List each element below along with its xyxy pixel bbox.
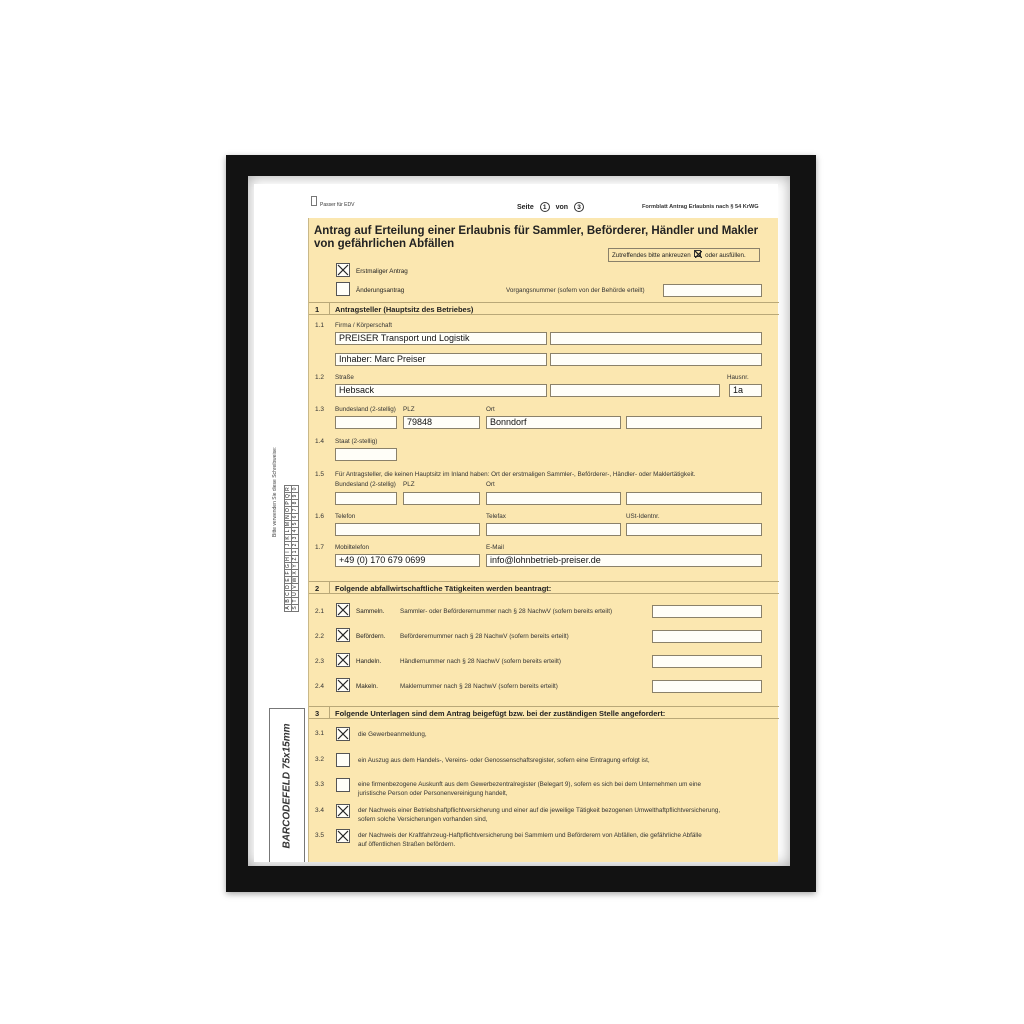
vorgang-input[interactable] xyxy=(663,284,762,297)
makler-nummer-input[interactable] xyxy=(652,680,762,693)
alphabet-cell: P xyxy=(285,501,291,505)
alphabet-cell: K xyxy=(285,536,291,540)
section-1-header xyxy=(309,302,779,315)
alphabet-cell: R xyxy=(285,487,291,491)
alphabet-cell: 6 xyxy=(292,514,299,521)
section-1-number: 1 xyxy=(315,305,320,314)
alphabet-cell: T xyxy=(292,599,298,603)
document-text: der Nachweis einer Betriebshaftpflichtversicherung und einer auf die jeweilige Tätigkeit bezogenen Umwelthaftpflichtversicherung, xyxy=(358,807,721,814)
alphabet-cell: B xyxy=(285,599,291,603)
ausland-ort-input-b[interactable] xyxy=(626,492,762,505)
ausland-plz-input[interactable] xyxy=(403,492,480,505)
alphabet-cell: L xyxy=(285,528,292,535)
befoerderer-nummer-input[interactable] xyxy=(652,630,762,643)
document-text-line-2: juristische Person oder Personenvereinigung handelt, xyxy=(358,790,508,797)
document-number: 3.3 xyxy=(315,781,325,788)
ort-label: Ort xyxy=(486,481,495,488)
alphabet-cell: Q xyxy=(285,494,291,498)
telefon-label: Telefon xyxy=(335,513,356,520)
alphabet-cell: I xyxy=(285,549,292,556)
telefax-input[interactable] xyxy=(486,523,621,536)
schreibweise-label: Bitte verwenden Sie diese Schreibweise: xyxy=(272,446,278,537)
passer-label: Passer für EDV xyxy=(320,202,355,208)
page-indicator xyxy=(517,202,584,212)
activity-number: 2.1 xyxy=(315,608,325,615)
vorgang-label: Vorgangsnummer (sofern von der Behörde erteilt) xyxy=(506,287,645,294)
title-line-1: Antrag auf Erteilung einer Erlaubnis für Sammler, Beförderer, Händler und Makler xyxy=(314,225,759,237)
hint-box xyxy=(608,248,760,262)
email-label: E-Mail xyxy=(486,544,504,551)
makeln-checkbox[interactable] xyxy=(336,678,350,692)
field-number: 1.4 xyxy=(315,438,325,445)
form-sheet xyxy=(254,184,778,862)
alphabet-cell: J xyxy=(285,542,292,549)
sammler-nummer-input[interactable] xyxy=(652,605,762,618)
alphabet-cell: W xyxy=(292,577,298,583)
activity-label: Handeln. xyxy=(356,658,382,665)
document-text: ein Auszug aus dem Handels-, Vereins- oder Genossenschaftsregister, sofern eine Eintragung erfolgt ist, xyxy=(358,757,650,764)
alphabet-cell: 2 xyxy=(292,542,299,549)
check-sample-icon xyxy=(694,250,701,257)
section-2-number: 2 xyxy=(315,584,320,593)
haendler-nummer-input[interactable] xyxy=(652,655,762,668)
alphabet-cell: H xyxy=(285,557,291,561)
hint-text-before: Zutreffendes bitte ankreuzen xyxy=(612,252,691,259)
haftpflicht-checkbox[interactable] xyxy=(336,804,350,818)
activity-number: 2.2 xyxy=(315,633,325,640)
plz-label: PLZ xyxy=(403,406,415,413)
firma-input-1[interactable]: PREISER Transport und Logistik xyxy=(335,332,547,345)
document-number: 3.4 xyxy=(315,807,325,814)
activity-label: Makeln. xyxy=(356,683,379,690)
alphabet-cell: G xyxy=(285,564,291,568)
alphabet-cell: 1 xyxy=(292,549,299,556)
sammeln-checkbox[interactable] xyxy=(336,603,350,617)
alphabet-cell: 4 xyxy=(292,528,299,535)
activity-desc: Maklernummer nach § 28 NachwV (sofern bereits erteilt) xyxy=(400,683,558,690)
alphabet-cell: X xyxy=(292,571,298,575)
section-3-header xyxy=(309,706,779,719)
gewerbezentralregister-checkbox[interactable] xyxy=(336,778,350,792)
alphabet-cell: 3 xyxy=(292,535,299,542)
von-label: von xyxy=(555,204,569,211)
staat-input[interactable] xyxy=(335,448,397,461)
alphabet-cell: E xyxy=(285,578,291,582)
aenderung-label: Änderungsantrag xyxy=(356,287,405,294)
formblatt-label: Formblatt Antrag Erlaubnis nach § 54 KrWG xyxy=(642,204,759,210)
kfz-haftpflicht-checkbox[interactable] xyxy=(336,829,350,843)
alphabet-cell: S xyxy=(292,606,298,610)
strasse-input[interactable]: Hebsack xyxy=(335,384,547,397)
document-text-line-2: sofern solche Versicherungen vorhanden sind, xyxy=(358,816,488,823)
activity-label: Sammeln. xyxy=(356,608,385,615)
activity-number: 2.3 xyxy=(315,658,325,665)
ort-input-b[interactable] xyxy=(626,416,762,429)
alphabet-cell: D xyxy=(285,585,291,589)
alphabet-cell: Y xyxy=(292,564,298,568)
alphabet-cell: N xyxy=(285,515,291,519)
hint-text-after: oder ausfüllen. xyxy=(705,252,746,259)
document-text: der Nachweis der Kraftfahrzeug-Haftpflichtversicherung bei Sammlern und Beförderern von Abfällen, die gefährliche Abfälle xyxy=(358,832,702,839)
form-body xyxy=(308,218,778,862)
section-2-title: Folgende abfallwirtschaftliche Tätigkeiten werden beantragt: xyxy=(335,584,552,593)
ust-label: USt-Identnr. xyxy=(626,513,660,520)
section-divider xyxy=(329,582,330,594)
bundesland-label: Bundesland (2-stellig) xyxy=(335,406,396,413)
alphabet-cell: 9 xyxy=(292,493,299,500)
section-1-title: Antragsteller (Hauptsitz des Betriebes) xyxy=(335,305,474,314)
field-number: 1.7 xyxy=(315,544,325,551)
barcode-field xyxy=(269,708,305,862)
erstmalig-label: Erstmaliger Antrag xyxy=(356,268,408,275)
ausland-text: Für Antragsteller, die keinen Hauptsitz im Inland haben: Ort der erstmaligen Sammler-, Beförderer-, Händler- oder Maklertätigkeit. xyxy=(335,471,696,478)
seite-label: Seite xyxy=(517,204,534,211)
ausland-bundesland-input[interactable] xyxy=(335,492,397,505)
section-divider xyxy=(329,707,330,719)
alphabet-cell: 0 xyxy=(292,486,299,493)
document-number: 3.1 xyxy=(315,730,325,737)
gewerbeanmeldung-checkbox[interactable] xyxy=(336,727,350,741)
activity-desc: Beförderernummer nach § 28 NachwV (sofern bereits erteilt) xyxy=(400,633,569,640)
alphabet-cell: 7 xyxy=(292,507,299,514)
telefax-label: Telefax xyxy=(486,513,506,520)
document-number: 3.5 xyxy=(315,832,325,839)
alphabet-cell: 5 xyxy=(292,521,299,528)
section-3-title: Folgende Unterlagen sind dem Antrag beigefügt bzw. bei der zuständigen Stelle angefordert: xyxy=(335,709,666,718)
ort-input[interactable]: Bonndorf xyxy=(486,416,621,429)
document-text: die Gewerbeanmeldung, xyxy=(358,731,427,738)
alphabet-row xyxy=(292,486,299,612)
ausland-ort-input[interactable] xyxy=(486,492,621,505)
bundesland-input[interactable] xyxy=(335,416,397,429)
page-total: 3 xyxy=(574,202,584,212)
document-number: 3.2 xyxy=(315,756,325,763)
field-number: 1.1 xyxy=(315,322,325,329)
page-current: 1 xyxy=(540,202,550,212)
telefon-input[interactable] xyxy=(335,523,480,536)
hausnr-label: Hausnr. xyxy=(727,374,749,381)
hausnr-input[interactable]: 1a xyxy=(729,384,762,397)
section-3-number: 3 xyxy=(315,709,320,718)
plz-input[interactable]: 79848 xyxy=(403,416,480,429)
activity-desc: Sammler- oder Beförderernummer nach § 28 NachwV (sofern bereits erteilt) xyxy=(400,608,613,615)
plz-label: PLZ xyxy=(403,481,415,488)
strasse-label: Straße xyxy=(335,374,354,381)
firma-input-2b[interactable] xyxy=(550,353,762,366)
activity-label: Befördern. xyxy=(356,633,386,640)
document-text-line-2: auf öffentlichen Straßen befördern. xyxy=(358,841,456,848)
firma-label: Firma / Körperschaft xyxy=(335,322,393,329)
alphabet-cell: Z xyxy=(292,557,298,561)
alphabet-cell: M xyxy=(285,521,291,527)
befoerdern-checkbox[interactable] xyxy=(336,628,350,642)
alphabet-cell: V xyxy=(292,585,298,589)
alphabet-cell: A xyxy=(285,606,291,610)
erstmalig-checkbox[interactable] xyxy=(336,263,350,277)
barcode-label: BARCODEFELD 75x15mm xyxy=(281,722,293,849)
email-input[interactable]: info@lohnbetrieb-preiser.de xyxy=(486,554,762,567)
alphabet-cell: O xyxy=(285,508,291,512)
ort-label: Ort xyxy=(486,406,495,413)
handeln-checkbox[interactable] xyxy=(336,653,350,667)
ust-input[interactable] xyxy=(626,523,762,536)
title-line-2: von gefährlichen Abfällen xyxy=(314,238,455,250)
section-divider xyxy=(329,303,330,315)
alphabet-grid xyxy=(284,485,299,612)
staat-label: Staat (2-stellig) xyxy=(335,438,378,445)
field-number: 1.5 xyxy=(315,471,325,478)
strasse-input-b[interactable] xyxy=(550,384,720,397)
activity-desc: Händlernummer nach § 28 NachwV (sofern bereits erteilt) xyxy=(400,658,561,665)
firma-input-1b[interactable] xyxy=(550,332,762,345)
alphabet-cell: 8 xyxy=(292,500,299,507)
document-text: eine firmenbezogene Auskunft aus dem Gewerbezentralregister (Belegart 9), sofern es sich bei dem Unternehmen um eine xyxy=(358,781,702,788)
mobil-label: Mobiltelefon xyxy=(335,544,369,551)
field-number: 1.2 xyxy=(315,374,325,381)
alphabet-cell: C xyxy=(285,592,291,596)
alphabet-cell: U xyxy=(292,592,298,596)
field-number: 1.3 xyxy=(315,406,325,413)
register-checkbox[interactable] xyxy=(336,753,350,767)
bundesland-label: Bundesland (2-stellig) xyxy=(335,481,396,488)
alphabet-cell: F xyxy=(285,571,291,575)
field-number: 1.6 xyxy=(315,513,325,520)
mobil-input[interactable]: +49 (0) 170 679 0699 xyxy=(335,554,480,567)
firma-input-2[interactable]: Inhaber: Marc Preiser xyxy=(335,353,547,366)
passer-box xyxy=(311,196,317,206)
activity-number: 2.4 xyxy=(315,683,325,690)
section-2-header xyxy=(309,581,779,594)
alphabet-row xyxy=(285,486,292,612)
aenderung-checkbox[interactable] xyxy=(336,282,350,296)
frame-mat xyxy=(248,176,790,866)
